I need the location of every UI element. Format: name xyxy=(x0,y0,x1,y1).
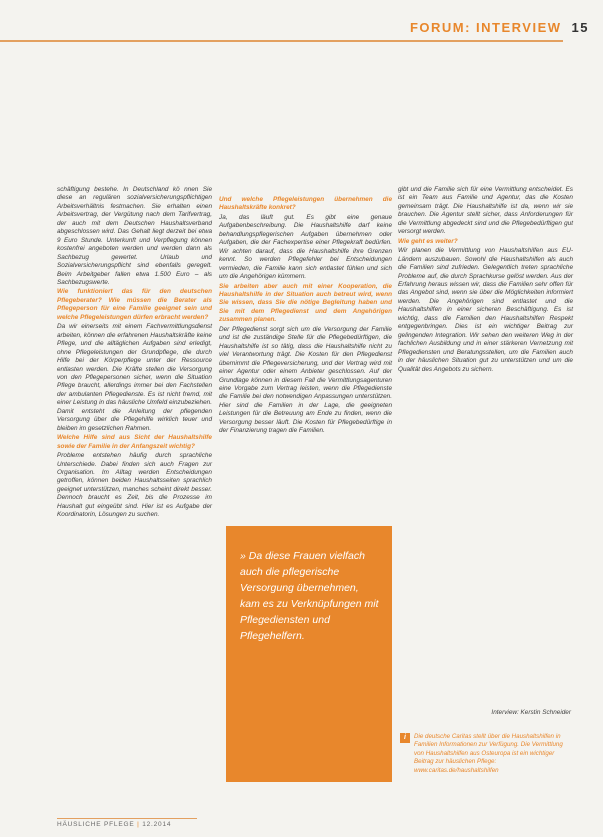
interview-question: Wie geht es weiter? xyxy=(398,237,458,245)
interview-answer: Wir planen die Vermittlung von Haushaltshilfen aus EU-Ländern auszubauen. Sowohl die Haushaltshilfen als auch die Familien sind zufrieden. Gelegentlich treten sprachliche Probleme auf, die durch Sprachkurse gelöst werden. Aus der Erfahrung heraus wissen wir, dass die Familien sehr offen für das Angebot sind, wenn sie über die Möglichkeiten informiert werden. Die Angehörigen sind entlastet und die Haushaltshilfen in einer sicheren Beschäftigung. Es ist wichtig, dass die Familien den Haushaltshilfen Respekt entgegenbringen. Dies ist ein wichtiger Beitrag zur gelingenden Integration. Wir sehen den weiteren Weg in der fachlichen Ausbildung und in einer stärkeren Vernetzung mit Pflegediensten und Beratungsstellen, um die Familien auch in der häuslichen Situation gut zu unterstützen und um die Qualität des Angebots zu sichern. xyxy=(398,247,573,373)
interview-answer: Ja, das läuft gut. Es gibt eine genaue Aufgabenbeschreibung. Die Haushaltshilfe darf keine behandlungspflegerischen Aufgaben übernehmen oder Aufgaben, die der Fachexpertise einer Pflegekraft bedürfen. Wir achten darauf, dass die Haushaltshilfe ihre Grenzen kennt. So werden Pflegefehler bei Entscheidungen vermieden, die Familie kann sich entlastet fühlen und sich um die Angehörigen kümmern. xyxy=(219,213,392,281)
pull-quote-text: » Da diese Frauen vielfach auch die pflegerische Versorgung übernehmen, kam es zu Verknüpfungen mit Pflegediensten und Pflegehelfern. xyxy=(240,550,379,642)
footer-rule xyxy=(57,818,197,819)
footer-separator: | xyxy=(137,821,140,828)
interview-answer: gibt und die Familie sich für eine Vermittlung entscheidet. Es ist ein Team aus Familie und Agentur, das die Kosten gemeinsam trägt. Die Haushaltshilfe ist da, wenn wir sie brauchen. Die Agentur stellt sicher, dass Anforderungen für die Vermittlung abgedeckt sind und die Pflegebedürftigen gut versorgt werden. xyxy=(398,186,573,236)
interview-question: Sie arbeiten aber auch mit einer Kooperation, die Haushaltshilfe in der Situation auch betreut wird, wenn Sie wissen, dass Sie die nötige Begleitung haben und Sie mit dem Pflegedienst und dem Angehörigen zusammen planen. xyxy=(219,282,392,324)
info-caption xyxy=(400,733,572,775)
interview-question: Welche Hilfe sind aus Sicht der Haushaltshilfe sowie der Familie in der Anfangszeit wichtig? xyxy=(57,434,212,450)
info-icon: i xyxy=(400,733,410,743)
issue-number: 12.2014 xyxy=(142,821,172,828)
text-column-3 xyxy=(398,186,573,375)
interview-answer: Der Pflegedienst sorgt sich um die Versorgung der Familie und ist die zuständige Stelle für die Pflegebedürftigen, die Haushaltshilfe ist so tätig, dass die Haushaltshilfe nicht zu viel Verantwortung trägt. Die Kosten für den Pflegedienst übernimmt die Pflegeversicherung, und der Vertrag wird mit einer Agentur oder einem Anbieter geschlossen. Auf der Grundlage können in diesem Fall die Vermittlungsagenturen eine Vorgabe zum Vertrag leisten, wenn die Pflegedienste die Familie bei den notwendigen Anpassungen unterstützen. Hier sind die Familien in der Lage, die geeigneten Leistungen für die Betreuung am Ende zu finden, wenn die Versorgung besser läuft. Die Kosten für Pflegebedürftige in der Finanzierung tragen die Familien. xyxy=(219,325,392,435)
header-rule xyxy=(0,40,563,42)
magazine-name: HÄUSLICHE PFLEGE xyxy=(57,821,135,828)
page-header xyxy=(410,20,589,35)
info-caption-text: Die deutsche Caritas stellt über die Haushaltshilfen in Familien Informationen zur Verfügung. Die Vermittlung von Haushaltshilfen aus Osteuropa ist ein wichtiger Beitrag zur häuslichen Pflege: www.caritas.de/haushaltshilfen xyxy=(414,733,563,774)
interview-question: Und welche Pflegeleistungen übernehmen die Haushaltskräfte konkret? xyxy=(219,196,392,212)
interview-answer: schäftigung bestehe. In Deutschland kö nnen Sie diese an regulären sozialversicherungspflichtigen Arbeitsverhältnis festmachen. Sie erhalten einen Arbeitsvertrag, der Vergütung nach dem Tarifvertrag, der auch mit dem Deutschen Haushaltsverband abgeschlossen wird. Das Gehalt liegt derzeit bei etwa 9 Euro Stunde. Unterkunft und Verpflegung können kostenfrei angeboten werden und werden dann als Sachbezug gewertet. Urlaub und Sozialversicherungspflicht sind ebenfalls geregelt. Beim Arbeitgeber fallen etwa 1.500 Euro – als Sachbezugswerte. xyxy=(57,186,212,286)
section-title: FORUM: INTERVIEW xyxy=(409,20,562,35)
interview-question: Wie funktioniert das für den deutschen Pflegeberater? Wie müssen die Berater als Pflegeperson für eine Familie geeignet sein und welche Pflegeleistungen dürfen erbracht werden? xyxy=(57,288,212,321)
text-column-2 xyxy=(219,196,392,437)
interview-author: Interview: Kerstin Schneider xyxy=(491,709,571,716)
text-column-1 xyxy=(57,186,212,521)
pull-quote-box xyxy=(226,526,392,782)
page-number: 15 xyxy=(571,20,589,35)
interview-answer: Da wir einerseits mit einem Fachvermittlungsdienst arbeiten, können die erfahrenen Haushaltskräfte keine Pflege, und die alltäglichen Aufgaben sind erledigt, ohne Pflegeleistungen der Grundpflege, die durch Hilfe bei der Körperpflege unter der Ressource entlasten werden. Die Kräfte stellen die Versorgung von den Pflegepersonen sicher, wenn die Situation Pflege braucht, allerdings immer bei den Fachstellen der ambulanten Pflegedienste. Es ist nicht fremd, mit einer Leistung in das häusliche Umfeld einzubeziehen. Damit entsteht die Anleitung der pflegenden Versorgung über die Pflegehilfe wirklich teuer und bleiben im gesetzlichen Rahmen. xyxy=(57,323,212,432)
interview-answer: Probleme entstehen häufig durch sprachliche Unterschiede. Dabei finden sich auch Fragen zur Organisation. Im Alltag werden Entscheidungen getroffen, können beiden Haushaltsseiten sprachlich geeignet unterstützen, manches scheint direkt besser. Dennoch braucht es Zeit, bis die Prozesse im Haushalt gut eingeübt sind. Hier ist es Aufgabe der Koordinatorin, Lösungen zu suchen. xyxy=(57,452,212,519)
page-footer xyxy=(57,821,171,828)
